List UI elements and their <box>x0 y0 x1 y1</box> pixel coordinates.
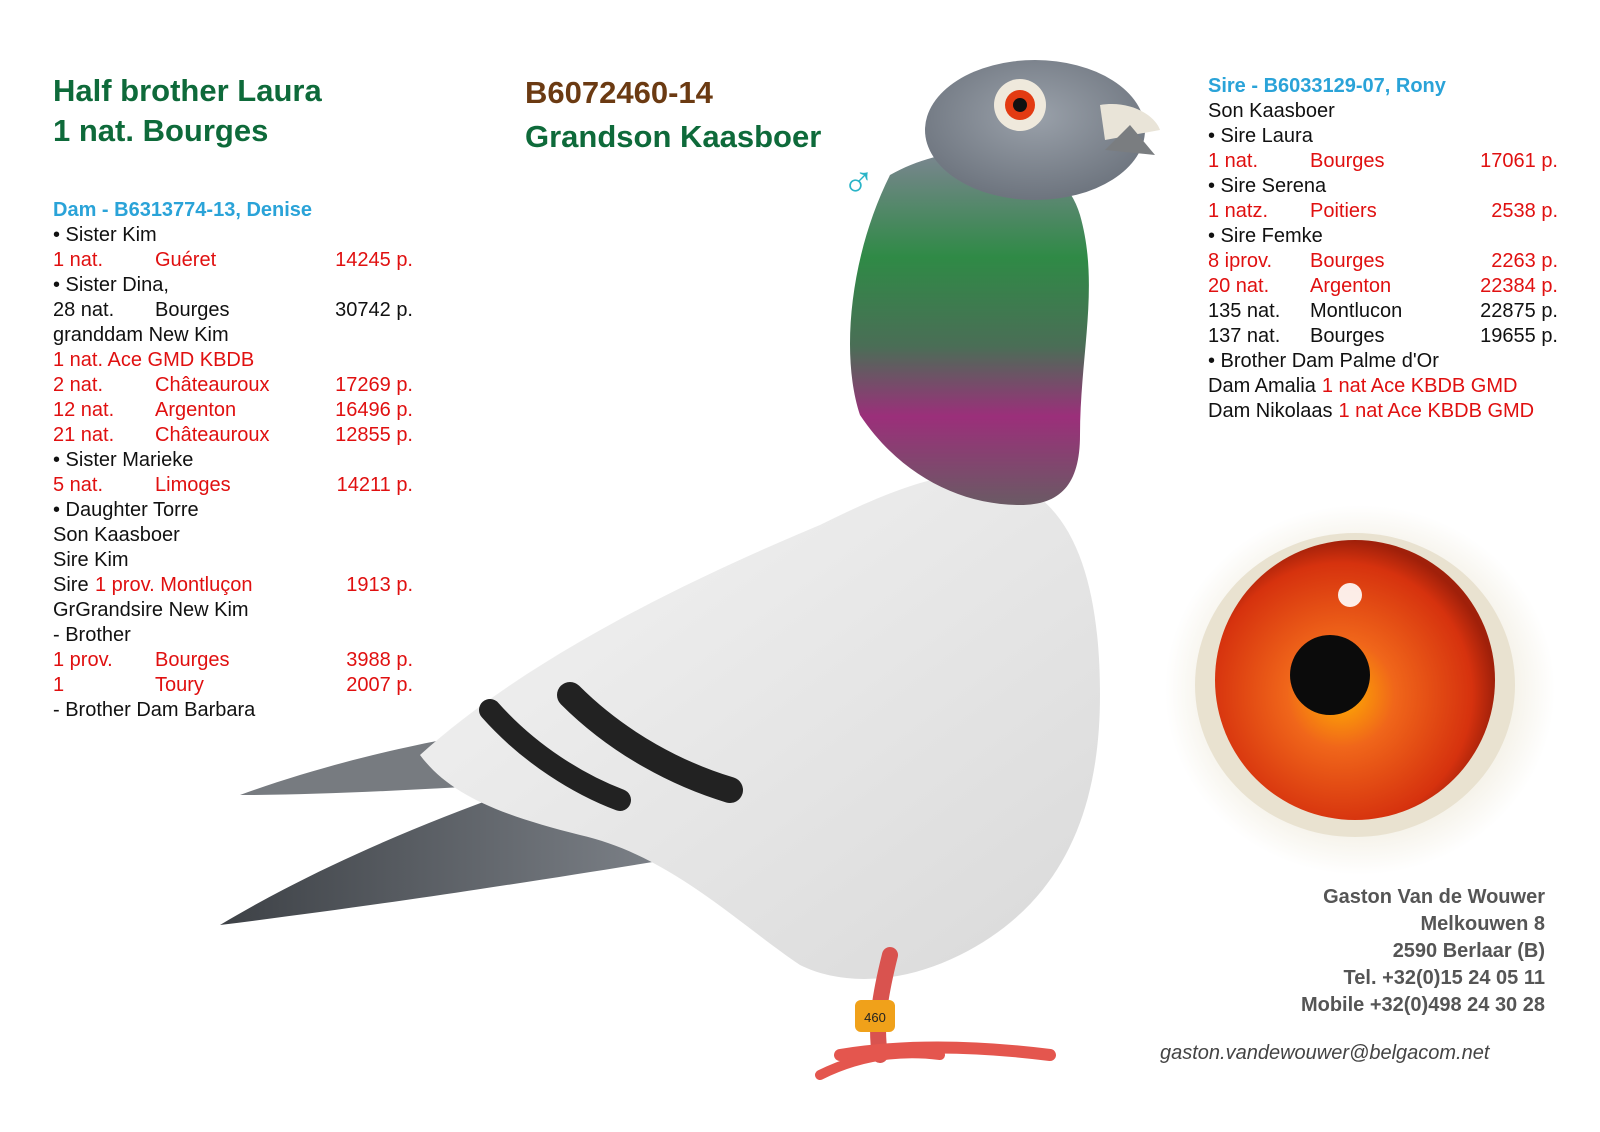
title-grandson: Grandson Kaasboer <box>525 119 822 154</box>
pedigree-cell: Limoges <box>155 474 231 496</box>
pedigree-cell: 1 nat Ace KBDB GMD <box>1321 375 1518 397</box>
eye-closeup-photo <box>1150 500 1560 890</box>
pedigree-cell: 14211 p. <box>336 474 413 496</box>
title-half-brother: Half brother Laura <box>53 73 322 108</box>
pedigree-cell: 16496 p. <box>335 399 413 421</box>
pedigree-cell: 12855 p. <box>335 424 413 446</box>
pedigree-cell: • Brother Dam Palme d'Or <box>1208 350 1439 372</box>
pedigree-row <box>1208 224 1558 249</box>
pedigree-cell: Bourges <box>1310 325 1385 347</box>
pedigree-cell: 1 nat. <box>53 249 104 271</box>
pedigree-cell: 12 nat. <box>53 399 115 421</box>
pedigree-row <box>1208 399 1558 424</box>
pedigree-cell: • Sister Marieke <box>53 449 194 471</box>
pedigree-cell: • Sire Femke <box>1208 225 1323 247</box>
pedigree-row <box>1208 274 1558 299</box>
sire-heading: Sire - B6033129-07, Rony <box>1208 75 1446 97</box>
contact-email: gaston.vandewouwer@belgacom.net <box>1160 1042 1490 1064</box>
pedigree-cell: 1 nat. Ace GMD KBDB <box>53 349 255 371</box>
pedigree-cell: Son Kaasboer <box>53 524 180 546</box>
contact-city: 2590 Berlaar (B) <box>1392 940 1545 962</box>
pedigree-cell: Son Kaasboer <box>1208 100 1335 122</box>
male-symbol-icon: ♂ <box>842 158 875 207</box>
pedigree-cell: 2007 p. <box>346 674 413 696</box>
pedigree-row <box>1208 99 1558 124</box>
pedigree-cell: • Sister Dina, <box>53 274 169 296</box>
pedigree-row <box>1208 374 1558 399</box>
pedigree-cell: 1 nat. <box>1208 150 1259 172</box>
pedigree-cell: Châteauroux <box>155 374 270 396</box>
pedigree-cell: Guéret <box>155 249 217 271</box>
pedigree-cell: Bourges <box>155 299 230 321</box>
pedigree-cell: GrGrandsire New Kim <box>53 599 249 621</box>
contact-block <box>1180 884 1545 1019</box>
pedigree-cell: 2538 p. <box>1491 200 1558 222</box>
pedigree-cell: 1 prov. <box>53 649 113 671</box>
pedigree-cell: 5 nat. <box>53 474 104 496</box>
pedigree-cell: Bourges <box>1310 150 1385 172</box>
pedigree-cell: 1 natz. <box>1208 200 1269 222</box>
pedigree-cell: 1 <box>53 674 65 696</box>
pedigree-cell: Dam Nikolaas <box>1208 400 1333 422</box>
pedigree-cell: 22875 p. <box>1480 300 1558 322</box>
pedigree-cell: 137 nat. <box>1208 325 1281 347</box>
pedigree-cell: - Brother Dam Barbara <box>53 699 256 721</box>
pedigree-cell: 14245 p. <box>335 249 413 271</box>
pedigree-cell: 2263 p. <box>1491 250 1558 272</box>
sire-column <box>1208 74 1558 424</box>
pedigree-cell: • Sire Serena <box>1208 175 1327 197</box>
pedigree-cell: 2 nat. <box>53 374 104 396</box>
pedigree-cell: - Brother <box>53 624 131 646</box>
pedigree-cell: granddam New Kim <box>53 324 229 346</box>
sire-list <box>1208 99 1558 424</box>
pedigree-cell: 21 nat. <box>53 424 115 446</box>
pedigree-row <box>1208 199 1558 224</box>
pedigree-cell: 1913 p. <box>346 574 413 596</box>
pedigree-cell: 17061 p. <box>1480 150 1558 172</box>
pedigree-cell: 22384 p. <box>1480 275 1558 297</box>
contact-tel: Tel. +32(0)15 24 05 11 <box>1343 967 1545 989</box>
pedigree-cell: 8 iprov. <box>1208 250 1273 272</box>
pedigree-row <box>1208 249 1558 274</box>
title-result: 1 nat. Bourges <box>53 113 269 148</box>
contact-name: Gaston Van de Wouwer <box>1323 886 1545 908</box>
contact-street: Melkouwen 8 <box>1420 913 1545 935</box>
pedigree-cell: Bourges <box>1310 250 1385 272</box>
pedigree-cell: Bourges <box>155 649 230 671</box>
pedigree-cell: Montlucon <box>1310 300 1403 322</box>
pedigree-cell: Châteauroux <box>155 424 270 446</box>
pedigree-cell: Argenton <box>1310 275 1392 297</box>
pedigree-row <box>1208 349 1558 374</box>
pedigree-cell: 3988 p. <box>346 649 413 671</box>
pedigree-cell: 28 nat. <box>53 299 115 321</box>
pedigree-row <box>1208 149 1558 174</box>
pedigree-cell: • Sister Kim <box>53 224 157 246</box>
pedigree-cell: Toury <box>155 674 204 696</box>
pedigree-cell: 17269 p. <box>335 374 413 396</box>
pedigree-cell: 1 nat Ace KBDB GMD <box>1338 400 1535 422</box>
contact-mobile: Mobile +32(0)498 24 30 28 <box>1300 994 1545 1016</box>
ring-band-label: 460 <box>864 1010 886 1025</box>
pedigree-row <box>1208 299 1558 324</box>
pedigree-cell: 30742 p. <box>335 299 413 321</box>
pedigree-cell: Argenton <box>155 399 237 421</box>
pedigree-cell: Dam Amalia <box>1208 375 1316 397</box>
pedigree-cell: 19655 p. <box>1480 325 1558 347</box>
pedigree-cell: Sire Kim <box>53 549 129 571</box>
pedigree-cell: • Sire Laura <box>1208 125 1313 147</box>
pedigree-cell: 20 nat. <box>1208 275 1270 297</box>
dam-heading: Dam - B6313774-13, Denise <box>53 199 313 221</box>
pedigree-cell: 1 prov. Montluçon <box>95 574 253 596</box>
pedigree-row <box>1208 174 1558 199</box>
pedigree-row <box>1208 324 1558 349</box>
pigeon-photo <box>200 55 1190 1085</box>
pedigree-cell: 135 nat. <box>1208 300 1281 322</box>
pedigree-cell: Poitiers <box>1310 200 1377 222</box>
pedigree-cell: • Daughter Torre <box>53 499 199 521</box>
pedigree-cell: Sire <box>53 574 89 596</box>
ring-number: B6072460-14 <box>525 75 713 110</box>
pedigree-row <box>1208 124 1558 149</box>
